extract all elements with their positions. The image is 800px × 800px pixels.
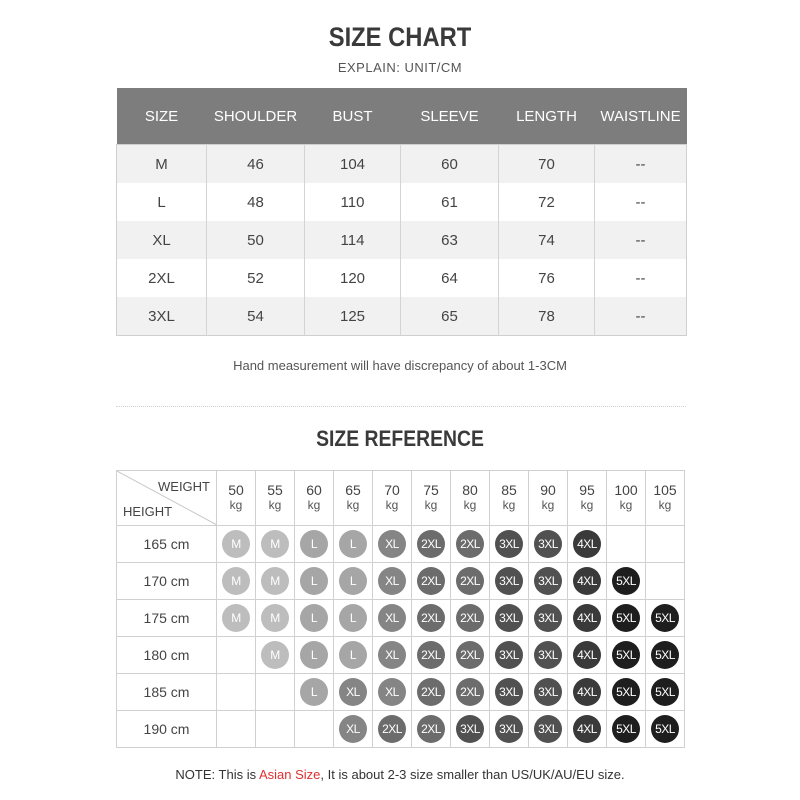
size-badge: M [261,567,289,595]
size-badge: 4XL [573,567,601,595]
size-badge: M [222,530,250,558]
size-badge: M [222,567,250,595]
weight-value: 75 [423,482,439,498]
size-cell [568,711,607,748]
asian-size-note [0,767,800,782]
header-shoulder: SHOULDER [207,88,305,145]
cell-sleeve: 61 [401,183,499,221]
size-cell [217,674,256,711]
size-badge: 5XL [612,715,640,743]
size-badge: 3XL [456,715,484,743]
size-cell [646,563,685,600]
weight-unit: kg [658,498,672,512]
size-cell [256,600,295,637]
size-cell [607,711,646,748]
size-cell [412,711,451,748]
size-cell [295,563,334,600]
weight-label: WEIGHT [158,479,210,494]
size-badge: 4XL [573,530,601,558]
cell-length: 70 [499,145,595,184]
table-row [117,563,685,600]
size-cell [529,600,568,637]
header-length: LENGTH [499,88,595,145]
size-cell [646,637,685,674]
weight-unit: kg [580,498,594,512]
weight-unit: kg [307,498,321,512]
size-cell [256,563,295,600]
size-badge: L [300,567,328,595]
size-badge: 4XL [573,604,601,632]
size-badge: 2XL [456,678,484,706]
size-cell [217,711,256,748]
size-cell [646,711,685,748]
size-badge: M [261,604,289,632]
size-cell [451,711,490,748]
size-cell [412,563,451,600]
size-badge: XL [378,604,406,632]
table-row [117,711,685,748]
weight-header [451,471,490,526]
cell-length: 74 [499,221,595,259]
size-badge: 3XL [534,530,562,558]
weight-unit: kg [463,498,477,512]
height-label: HEIGHT [123,504,173,519]
table-row [117,526,685,563]
size-badge: XL [378,530,406,558]
note-highlight: Asian Size [258,767,321,782]
cell-sleeve: 63 [401,221,499,259]
size-cell [373,674,412,711]
size-badge: 3XL [495,530,523,558]
table-row [117,221,687,259]
size-cell [256,526,295,563]
weight-header [334,471,373,526]
size-cell [334,526,373,563]
cell-length: 78 [499,297,595,336]
size-badge: 5XL [651,678,679,706]
cell-bust: 125 [305,297,401,336]
size-badge: 3XL [534,678,562,706]
weight-header [607,471,646,526]
size-cell [451,637,490,674]
header-waistline: WAISTLINE [595,88,687,145]
size-cell [568,526,607,563]
size-badge: 2XL [378,715,406,743]
size-cell [646,674,685,711]
size-cell [334,563,373,600]
weight-header [256,471,295,526]
cell-length: 76 [499,259,595,297]
size-badge: 2XL [456,530,484,558]
size-badge: 4XL [573,715,601,743]
size-badge: M [222,604,250,632]
size-cell [334,637,373,674]
size-cell [529,526,568,563]
weight-unit: kg [268,498,282,512]
size-chart-subtitle: EXPLAIN: UNIT/CM [337,60,463,75]
size-cell [490,600,529,637]
cell-size: L [117,183,207,221]
height-cell: 165 cm [117,526,217,563]
size-cell [607,674,646,711]
weight-value: 95 [579,482,595,498]
size-reference-title: SIZE REFERENCE [316,426,484,451]
weight-unit: kg [229,498,243,512]
size-cell [334,600,373,637]
size-badge: 2XL [417,678,445,706]
size-cell [373,526,412,563]
weight-value: 100 [614,482,638,498]
size-badge: 5XL [651,641,679,669]
size-cell [256,711,295,748]
size-badge: XL [378,641,406,669]
size-badge: L [300,530,328,558]
measurement-note: Hand measurement will have discrepancy of about 1-3CM [233,358,567,373]
size-badge: 2XL [417,715,445,743]
weight-unit: kg [619,498,633,512]
size-badge: 5XL [651,715,679,743]
size-badge: 2XL [417,567,445,595]
weight-value: 65 [345,482,361,498]
height-cell: 170 cm [117,563,217,600]
size-cell [412,674,451,711]
weight-header [217,471,256,526]
size-badge: M [261,641,289,669]
size-badge: 5XL [612,604,640,632]
size-badge: 2XL [456,641,484,669]
size-badge: XL [339,715,367,743]
size-badge: L [300,641,328,669]
size-chart-title: SIZE CHART [328,22,472,52]
cell-size: 3XL [117,297,207,336]
size-cell [490,711,529,748]
cell-waistline: -- [595,259,687,297]
size-badge: 3XL [534,567,562,595]
size-cell [256,674,295,711]
cell-sleeve: 60 [401,145,499,184]
size-cell [490,674,529,711]
cell-size: XL [117,221,207,259]
size-badge: 5XL [612,567,640,595]
note-suffix: , It is about 2-3 size smaller than US/UK/AU/EU size. [320,767,625,782]
size-badge: L [339,604,367,632]
weight-header-row [117,471,685,526]
weight-header [295,471,334,526]
size-cell [295,526,334,563]
cell-size: 2XL [117,259,207,297]
cell-waistline: -- [595,183,687,221]
weight-value: 80 [462,482,478,498]
size-badge: 2XL [417,604,445,632]
table-row [117,183,687,221]
size-chart-header-row [117,88,687,145]
size-cell [334,711,373,748]
cell-size: M [117,145,207,184]
height-cell: 190 cm [117,711,217,748]
size-cell [217,637,256,674]
height-cell: 175 cm [117,600,217,637]
size-badge: L [339,567,367,595]
table-row [117,637,685,674]
size-badge: 3XL [495,678,523,706]
size-badge: 2XL [456,604,484,632]
size-cell [607,637,646,674]
size-chart-table [116,88,687,336]
size-cell [295,600,334,637]
size-badge: 3XL [495,641,523,669]
size-cell [490,526,529,563]
size-badge: 3XL [534,641,562,669]
size-cell [607,600,646,637]
cell-bust: 110 [305,183,401,221]
size-badge: XL [378,678,406,706]
table-row [117,297,687,336]
cell-shoulder: 50 [207,221,305,259]
size-cell [412,637,451,674]
cell-shoulder: 48 [207,183,305,221]
size-reference-table [116,470,685,748]
size-cell [451,526,490,563]
section-divider [116,406,686,407]
cell-waistline: -- [595,297,687,336]
size-cell [217,526,256,563]
cell-length: 72 [499,183,595,221]
weight-value: 105 [653,482,677,498]
weight-unit: kg [385,498,399,512]
size-cell [412,526,451,563]
cell-sleeve: 65 [401,297,499,336]
size-badge: 2XL [417,530,445,558]
size-cell [217,600,256,637]
weight-value: 60 [306,482,322,498]
size-cell [295,711,334,748]
size-badge: 3XL [495,567,523,595]
size-cell [373,637,412,674]
weight-unit: kg [541,498,555,512]
table-row [117,145,687,184]
size-cell [568,637,607,674]
size-cell [529,674,568,711]
weight-value: 55 [267,482,283,498]
weight-header [568,471,607,526]
cell-bust: 114 [305,221,401,259]
height-cell: 180 cm [117,637,217,674]
size-cell [490,563,529,600]
weight-header [646,471,685,526]
note-prefix: NOTE: This is [175,767,259,782]
size-badge: 5XL [651,604,679,632]
size-cell [490,637,529,674]
size-cell [451,674,490,711]
weight-value: 50 [228,482,244,498]
size-badge: M [261,530,289,558]
size-cell [295,674,334,711]
header-sleeve: SLEEVE [401,88,499,145]
size-cell [451,563,490,600]
size-badge: 2XL [417,641,445,669]
size-cell [373,600,412,637]
size-badge: XL [378,567,406,595]
size-cell [217,563,256,600]
size-badge: 3XL [534,715,562,743]
cell-shoulder: 52 [207,259,305,297]
weight-header [529,471,568,526]
cell-shoulder: 54 [207,297,305,336]
weight-value: 85 [501,482,517,498]
header-bust: BUST [305,88,401,145]
cell-shoulder: 46 [207,145,305,184]
header-size: SIZE [117,88,207,145]
size-cell [529,563,568,600]
size-cell [607,526,646,563]
size-cell [568,674,607,711]
cell-bust: 104 [305,145,401,184]
size-badge: 4XL [573,641,601,669]
size-badge: 3XL [534,604,562,632]
table-row [117,674,685,711]
weight-value: 90 [540,482,556,498]
weight-unit: kg [346,498,360,512]
cell-waistline: -- [595,145,687,184]
corner-cell [117,471,217,526]
table-row [117,259,687,297]
size-badge: L [300,678,328,706]
weight-header [490,471,529,526]
size-cell [373,711,412,748]
weight-value: 70 [384,482,400,498]
weight-unit: kg [502,498,516,512]
size-cell [568,600,607,637]
size-badge: 3XL [495,715,523,743]
size-cell [373,563,412,600]
weight-unit: kg [424,498,438,512]
size-badge: 5XL [612,641,640,669]
table-row [117,600,685,637]
weight-header [412,471,451,526]
size-cell [256,637,295,674]
size-badge: 4XL [573,678,601,706]
size-badge: 5XL [612,678,640,706]
size-cell [295,637,334,674]
size-badge: 3XL [495,604,523,632]
size-cell [334,674,373,711]
size-cell [529,711,568,748]
size-cell [529,637,568,674]
weight-header [373,471,412,526]
size-badge: 2XL [456,567,484,595]
size-badge: L [339,641,367,669]
cell-waistline: -- [595,221,687,259]
size-badge: XL [339,678,367,706]
size-cell [451,600,490,637]
size-cell [568,563,607,600]
size-cell [646,600,685,637]
cell-sleeve: 64 [401,259,499,297]
size-badge: L [300,604,328,632]
size-cell [412,600,451,637]
cell-bust: 120 [305,259,401,297]
size-cell [646,526,685,563]
size-badge: L [339,530,367,558]
height-cell: 185 cm [117,674,217,711]
size-cell [607,563,646,600]
